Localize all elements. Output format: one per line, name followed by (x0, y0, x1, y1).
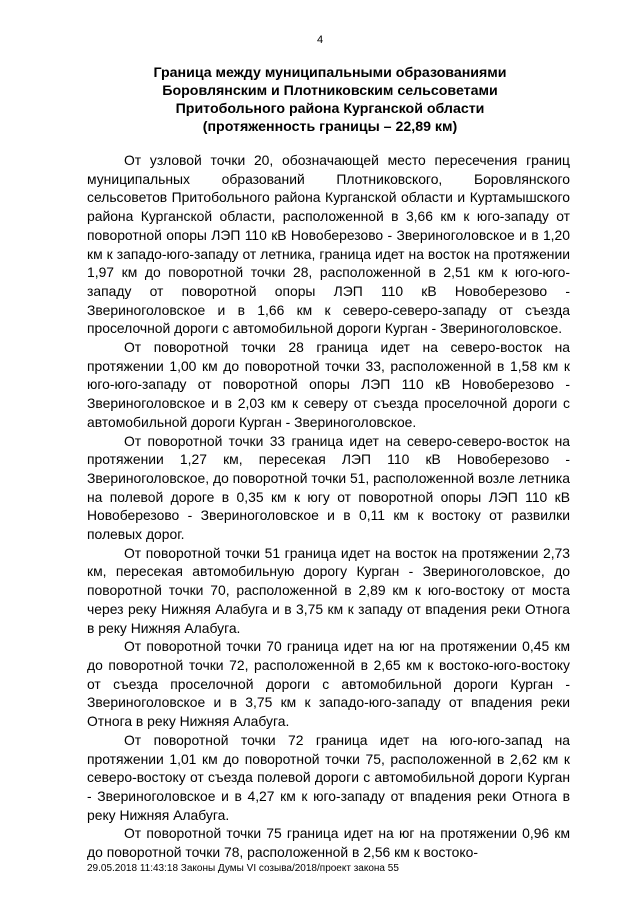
paragraph: От поворотной точки 51 граница идет на восток на протяжении 2,73 км, пересекая автомобильную дорогу Курган - Звериноголовское, до поворотной точки 70, расположенной в 2,89 км к юго-востоку от моста через реку Нижняя Алабуга и в 3,75 км к западу от впадения реки Отнога в реку Нижняя Алабуга. (87, 544, 570, 636)
paragraph: От поворотной точки 72 граница идет на юго-юго-запад на протяжении 1,01 км до поворотной точки 75, расположенной в 2,62 км к северо-востоку от съезда полевой дороги с автомобильной дороги Курган - Звериноголовское и в 4,27 км к юго-западу от впадения реки Отнога в реку Нижняя Алабуга. (87, 731, 570, 823)
title-line: Притобольного района Курганской области (175, 101, 485, 117)
paragraph: От поворотной точки 28 граница идет на северо-восток на протяжении 1,00 км до поворотной точки 33, расположенной в 1,58 км к юго-юго-западу от поворотной опоры ЛЭП 110 кВ Новоберезово - Звериноголовское и в 2,03 км к северу от съезда проселочной дороги с автомобильной дороги Курган - Звериноголовское. (87, 339, 570, 430)
paragraph: От поворотной точки 75 граница идет на юг на протяжении 0,96 км до поворотной точки 78, расположенной в 2,56 км к востоко- (87, 825, 570, 861)
page-number: 4 (316, 34, 324, 46)
title-line: (протяженность границы – 22,89 км) (202, 119, 458, 135)
title-line: Боровлянским и Плотниковским сельсоветами (162, 83, 498, 99)
title-line: Граница между муниципальными образованиями (153, 65, 507, 81)
document-title (90, 64, 570, 136)
paragraph: От поворотной точки 70 граница идет на юг на протяжении 0,45 км до поворотной точки 72, расположенной в 2,65 км к востоко-юго-востоку от съезда проселочной дороги с автомобильной дороги Курган - Звериноголовское и в 3,75 км к западо-юго-западу от впадения реки Отнога в реку Нижняя Алабуга. (87, 638, 570, 730)
paragraph: От поворотной точки 33 граница идет на северо-северо-восток на протяжении 1,27 км, пересекая ЛЭП 110 кВ Новоберезово - Звериноголовское, до поворотной точки 51, расположенной возле летника на полевой дороге в 0,35 км к югу от поворотной опоры ЛЭП 110 кВ Новоберезово - Звериноголовское и в 0,11 км к востоку от развилки полевых дорог. (87, 432, 570, 543)
paragraph: От узловой точки 20, обозначающей место пересечения границ муниципальных образований Плотниковского, Боровлянского сельсоветов Притобольного района Курганской области и Куртамышского района Курганской области, расположенной в 3,66 км к юго-западу от поворотной опоры ЛЭП 110 кВ Новоберезово - Звериноголовское и в 1,20 км к западо-юго-западу от летника, граница идет на восток на протяжении 1,97 км до поворотной точки 28, расположенной в 2,51 км к юго-юго-западу от поворотной опоры ЛЭП 110 кВ Новоберезово - Звериноголовское и в 1,66 км к северо-северо-западу от съезда проселочной дороги с автомобильной дороги Курган - Звериноголовское. (87, 152, 570, 337)
footer-stamp: 29.05.2018 11:43:18 Законы Думы VI созыва/2018/проект закона 55 (87, 863, 399, 874)
document-body (87, 151, 570, 862)
